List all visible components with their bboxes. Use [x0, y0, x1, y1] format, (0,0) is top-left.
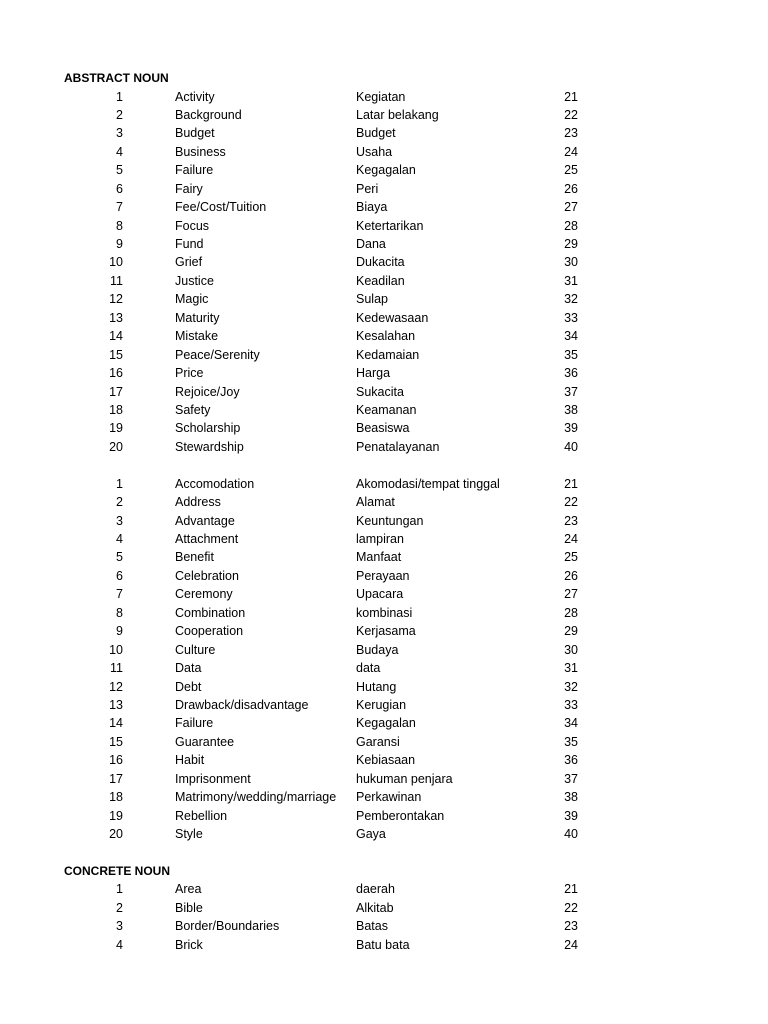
page-number: 28: [564, 605, 578, 620]
table-row: [0, 530, 768, 548]
indonesian-word: Kerjasama: [356, 624, 416, 639]
indonesian-word: kombinasi: [356, 605, 413, 620]
row-number: 12: [109, 292, 123, 307]
section-title: CONCRETE NOUN: [64, 863, 171, 878]
english-word: Data: [175, 661, 202, 676]
english-word: Scholarship: [175, 421, 241, 436]
section-abstract-noun-continued: [0, 475, 768, 844]
page-number: 22: [564, 107, 578, 122]
indonesian-word: Alkitab: [356, 900, 394, 915]
page-number: 39: [564, 421, 578, 436]
section-spacer: [0, 843, 768, 861]
table-row: [0, 733, 768, 751]
page-number: 23: [564, 919, 578, 934]
english-word: Grief: [175, 255, 203, 270]
row-number: 16: [109, 753, 123, 768]
page-number: 24: [564, 144, 578, 159]
page-number: 27: [564, 587, 578, 602]
english-word: Style: [175, 827, 203, 841]
indonesian-word: Peri: [356, 181, 379, 196]
row-number: 2: [116, 107, 123, 122]
row-number: 13: [109, 310, 123, 325]
english-word: Stewardship: [175, 439, 244, 454]
english-word: Background: [175, 107, 242, 122]
page-number: 35: [564, 734, 578, 749]
indonesian-word: Manfaat: [356, 550, 402, 565]
indonesian-word: Sukacita: [356, 384, 404, 399]
row-number: 2: [116, 900, 123, 915]
english-word: Focus: [175, 218, 210, 233]
table-row: [0, 475, 768, 493]
english-word: Rebellion: [175, 808, 228, 823]
table-row: [0, 180, 768, 198]
page-number: 21: [564, 476, 578, 491]
indonesian-word: Kebiasaan: [356, 753, 416, 768]
row-number: 5: [116, 163, 123, 178]
english-word: Address: [175, 495, 221, 510]
english-word: Fee/Cost/Tuition: [175, 200, 267, 215]
indonesian-word: Biaya: [356, 200, 388, 215]
indonesian-word: Alamat: [356, 495, 395, 510]
row-number: 6: [116, 181, 123, 196]
row-number: 17: [109, 771, 123, 786]
table-row: [0, 272, 768, 290]
row-number: 19: [109, 421, 123, 436]
table-row: [0, 161, 768, 179]
english-word: Business: [175, 144, 226, 159]
row-number: 12: [109, 679, 123, 694]
indonesian-word: Budget: [356, 126, 396, 141]
row-number: 14: [109, 716, 123, 731]
table-row: [0, 419, 768, 437]
table-row: [0, 604, 768, 622]
indonesian-word: lampiran: [356, 532, 404, 546]
page-number: 32: [564, 679, 578, 694]
indonesian-word: Akomodasi/tempat tinggal: [356, 476, 500, 491]
row-number: 11: [110, 273, 123, 288]
english-word: Cooperation: [175, 624, 244, 639]
english-word: Accomodation: [175, 476, 255, 491]
row-number: 1: [116, 89, 123, 104]
table-row: [0, 327, 768, 345]
table-row: [0, 512, 768, 530]
row-number: 18: [109, 790, 123, 805]
row-number: 9: [116, 237, 123, 251]
table-row: [0, 235, 768, 253]
row-number: 4: [116, 144, 123, 159]
indonesian-word: Keadilan: [356, 273, 405, 288]
page-number: 22: [564, 495, 578, 510]
page-number: 40: [564, 827, 578, 841]
row-number: 13: [109, 697, 123, 712]
page-number: 31: [564, 661, 578, 676]
english-word: Fairy: [175, 181, 203, 196]
row-number: 4: [116, 937, 123, 952]
indonesian-word: Keuntungan: [356, 513, 424, 528]
indonesian-word: Budaya: [356, 642, 399, 657]
page-number: 21: [564, 882, 578, 897]
row-number: 14: [109, 329, 123, 344]
row-number: 16: [109, 366, 123, 381]
table-row: [0, 106, 768, 124]
indonesian-word: Kedewasaan: [356, 310, 429, 325]
page-number: 26: [564, 181, 578, 196]
table-row: [0, 88, 768, 106]
english-word: Failure: [175, 716, 214, 731]
row-number: 3: [116, 919, 123, 934]
indonesian-word: Perayaan: [356, 568, 410, 583]
english-word: Brick: [175, 937, 203, 952]
page-number: 29: [564, 237, 578, 251]
table-row: [0, 253, 768, 271]
indonesian-word: Dana: [356, 237, 386, 251]
row-number: 2: [116, 495, 123, 510]
table-row: [0, 143, 768, 161]
english-word: Ceremony: [175, 587, 233, 602]
page-number: 38: [564, 790, 578, 805]
indonesian-word: Kegiatan: [356, 89, 406, 104]
indonesian-word: Sulap: [356, 292, 388, 307]
page-number: 38: [564, 402, 578, 417]
indonesian-word: Pemberontakan: [356, 808, 445, 823]
english-word: Peace/Serenity: [175, 347, 260, 362]
page-number: 36: [564, 753, 578, 768]
english-word: Attachment: [175, 532, 239, 546]
english-word: Area: [175, 882, 202, 897]
page-number: 23: [564, 513, 578, 528]
page-number: 35: [564, 347, 578, 362]
page-number: 25: [564, 163, 578, 178]
table-row: [0, 548, 768, 566]
section-spacer: [0, 456, 768, 474]
row-number: 5: [116, 550, 123, 565]
page-number: 24: [564, 532, 578, 546]
table-row: [0, 807, 768, 825]
row-number: 10: [109, 642, 123, 657]
indonesian-word: Kegagalan: [356, 716, 416, 731]
table-row: [0, 788, 768, 806]
row-number: 6: [116, 568, 123, 583]
indonesian-word: Dukacita: [356, 255, 405, 270]
indonesian-word: hukuman penjara: [356, 771, 453, 786]
indonesian-word: Ketertarikan: [356, 218, 424, 233]
page-number: 34: [564, 716, 578, 731]
row-number: 17: [109, 384, 123, 399]
row-number: 3: [116, 126, 123, 141]
table-row: [0, 438, 768, 456]
row-number: 7: [116, 200, 123, 215]
indonesian-word: Perkawinan: [356, 790, 422, 805]
row-number: 1: [116, 882, 123, 897]
page-number: 33: [564, 697, 578, 712]
table-row: [0, 678, 768, 696]
page-number: 32: [564, 292, 578, 307]
section-concrete-noun: [0, 862, 768, 954]
row-number: 4: [116, 532, 123, 546]
page-number: 28: [564, 218, 578, 233]
english-word: Bible: [175, 900, 203, 915]
row-number: 9: [116, 624, 123, 639]
page-number: 22: [564, 900, 578, 915]
table-row: [0, 217, 768, 235]
row-number: 20: [109, 827, 123, 841]
table-row: [0, 364, 768, 382]
section-abstract-noun: [0, 69, 768, 456]
english-word: Combination: [175, 605, 246, 620]
english-word: Culture: [175, 642, 216, 657]
english-word: Maturity: [175, 310, 220, 325]
page-number: 37: [564, 384, 578, 399]
row-number: 19: [109, 808, 123, 823]
row-number: 15: [109, 734, 123, 749]
table-row: [0, 493, 768, 511]
english-word: Failure: [175, 163, 214, 178]
indonesian-word: Kerugian: [356, 697, 407, 712]
indonesian-word: Hutang: [356, 679, 397, 694]
english-word: Celebration: [175, 568, 239, 583]
page-number: 40: [564, 439, 578, 454]
table-row: [0, 290, 768, 308]
page-number: 25: [564, 550, 578, 565]
indonesian-word: Penatalayanan: [356, 439, 440, 454]
english-word: Activity: [175, 89, 215, 104]
row-number: 7: [116, 587, 123, 602]
page-number: 27: [564, 200, 578, 215]
english-word: Matrimony/wedding/marriage: [175, 790, 337, 805]
table-row: [0, 383, 768, 401]
page-number: 33: [564, 310, 578, 325]
table-row: [0, 641, 768, 659]
english-word: Fund: [175, 237, 204, 251]
indonesian-word: Garansi: [356, 734, 400, 749]
page-number: 24: [564, 937, 578, 952]
table-row: [0, 585, 768, 603]
page-number: 31: [564, 273, 578, 288]
table-row: [0, 401, 768, 419]
indonesian-word: Kedamaian: [356, 347, 420, 362]
indonesian-word: Latar belakang: [356, 107, 439, 122]
table-row: [0, 622, 768, 640]
indonesian-word: Usaha: [356, 144, 393, 159]
indonesian-word: Upacara: [356, 587, 404, 602]
page-number: 29: [564, 624, 578, 639]
row-number: 15: [109, 347, 123, 362]
row-number: 10: [109, 255, 123, 270]
english-word: Budget: [175, 126, 215, 141]
indonesian-word: Batas: [356, 919, 388, 934]
row-number: 3: [116, 513, 123, 528]
table-row: [0, 825, 768, 843]
table-row: [0, 309, 768, 327]
row-number: 8: [116, 218, 123, 233]
english-word: Habit: [175, 753, 205, 768]
english-word: Border/Boundaries: [175, 919, 280, 934]
english-word: Drawback/disadvantage: [175, 697, 309, 712]
table-row: [0, 899, 768, 917]
indonesian-word: Keamanan: [356, 402, 417, 417]
indonesian-word: Kesalahan: [356, 329, 416, 344]
table-row: [0, 346, 768, 364]
word-list: [0, 880, 768, 954]
english-word: Mistake: [175, 329, 219, 344]
indonesian-word: Beasiswa: [356, 421, 410, 436]
english-word: Guarantee: [175, 734, 235, 749]
english-word: Justice: [175, 273, 214, 288]
table-row: [0, 198, 768, 216]
english-word: Imprisonment: [175, 771, 251, 786]
document-page: [0, 69, 768, 954]
table-row: [0, 917, 768, 935]
indonesian-word: Gaya: [356, 827, 386, 841]
english-word: Price: [175, 366, 204, 381]
table-row: [0, 659, 768, 677]
english-word: Rejoice/Joy: [175, 384, 240, 399]
english-word: Debt: [175, 679, 202, 694]
table-row: [0, 124, 768, 142]
row-number: 1: [116, 476, 123, 491]
row-number: 18: [109, 402, 123, 417]
row-number: 11: [110, 661, 123, 676]
page-number: 23: [564, 126, 578, 141]
page-number: 34: [564, 329, 578, 344]
english-word: Safety: [175, 402, 211, 417]
table-row: [0, 567, 768, 585]
page-number: 30: [564, 255, 578, 270]
english-word: Magic: [175, 292, 209, 307]
english-word: Advantage: [175, 513, 235, 528]
page-number: 26: [564, 568, 578, 583]
table-row: [0, 751, 768, 769]
indonesian-word: Batu bata: [356, 937, 410, 952]
indonesian-word: daerah: [356, 882, 395, 897]
english-word: Benefit: [175, 550, 214, 565]
row-number: 8: [116, 605, 123, 620]
table-row: [0, 936, 768, 954]
page-number: 37: [564, 771, 578, 786]
word-list: [0, 88, 768, 457]
row-number: 20: [109, 439, 123, 454]
table-row: [0, 714, 768, 732]
table-row: [0, 880, 768, 898]
word-list: [0, 475, 768, 844]
table-row: [0, 696, 768, 714]
page-number: 21: [564, 89, 578, 104]
indonesian-word: data: [356, 661, 381, 676]
table-row: [0, 770, 768, 788]
indonesian-word: Kegagalan: [356, 163, 416, 178]
page-number: 30: [564, 642, 578, 657]
indonesian-word: Harga: [356, 366, 391, 381]
page-number: 36: [564, 366, 578, 381]
page-number: 39: [564, 808, 578, 823]
section-title: ABSTRACT NOUN: [64, 71, 169, 85]
